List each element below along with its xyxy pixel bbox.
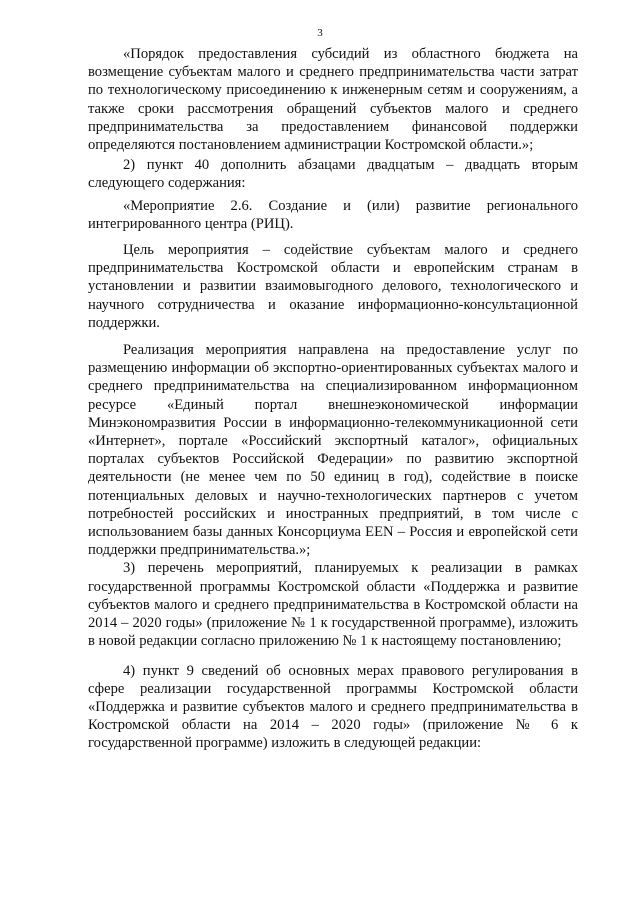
paragraph-item-2: 2) пункт 40 дополнить абзацами двадцатым – двадцать вторым следующего содержания:	[88, 157, 578, 192]
page-number: 3	[317, 27, 323, 39]
document-body	[88, 45, 578, 753]
paragraph-event-implementation: Реализация мероприятия направлена на предоставление услуг по размещению информации об экспортно-ориентированных субъектах малого и среднего предпринимательства на специализированном информационном ресурсе «Единый портал внешнеэкономической информации Минэкономразвития России в информационно-телекоммуникационной сети «Интернет», портале «Российский экспортный каталог», официальных порталах субъектов Российской Федерации» по развитию экспортной деятельности (не менее чем по 50 единиц в год), содействие в поиске потенциальных деловых и научно-технологических партнеров с учетом потребностей российских и иностранных предприятий, в том числе с использованием базы данных Консорциума EEN – Россия и европейской сети поддержки предпринимательства.»;	[88, 342, 578, 559]
paragraph-item-3: 3) перечень мероприятий, планируемых к реализации в рамках государственной программы Костромской области «Поддержка и развитие субъектов малого и среднего предпринимательства в Костромской области на 2014 – 2020 годы» (приложение № 1 к государственной программе), изложить в новой редакции согласно приложению № 1 к настоящему постановлению;	[88, 560, 578, 650]
paragraph-subsidy-procedure: «Порядок предоставления субсидий из областного бюджета на возмещение субъектам малого и среднего предпринимательства части затрат по технологическому присоединению к инженерным сетям и сооружениям, а также сроки рассмотрения обращений субъектов малого и среднего предпринимательства за предоставлением финансовой поддержки определяются постановлением администрации Костромской области.»;	[88, 46, 578, 154]
paragraph-event-goal: Цель мероприятия – содействие субъектам малого и среднего предпринимательства Костромской области и европейским странам в установлении и развитии взаимовыгодного делового, технологического и научного сотрудничества и оказание информационно-консультационной поддержки.	[88, 242, 578, 331]
paragraph-event-2-6: «Мероприятие 2.6. Создание и (или) развитие регионального интегрированного центра (РИЦ).	[88, 197, 578, 232]
paragraph-item-4: 4) пункт 9 сведений об основных мерах правового регулирования в сфере реализации государственной программы Костромской области «Поддержка и развитие субъектов малого и среднего предпринимательства в Костромской области на 2014 – 2020 годы» (приложение № 6 к государственной программе) изложить в следующей редакции:	[88, 662, 578, 752]
